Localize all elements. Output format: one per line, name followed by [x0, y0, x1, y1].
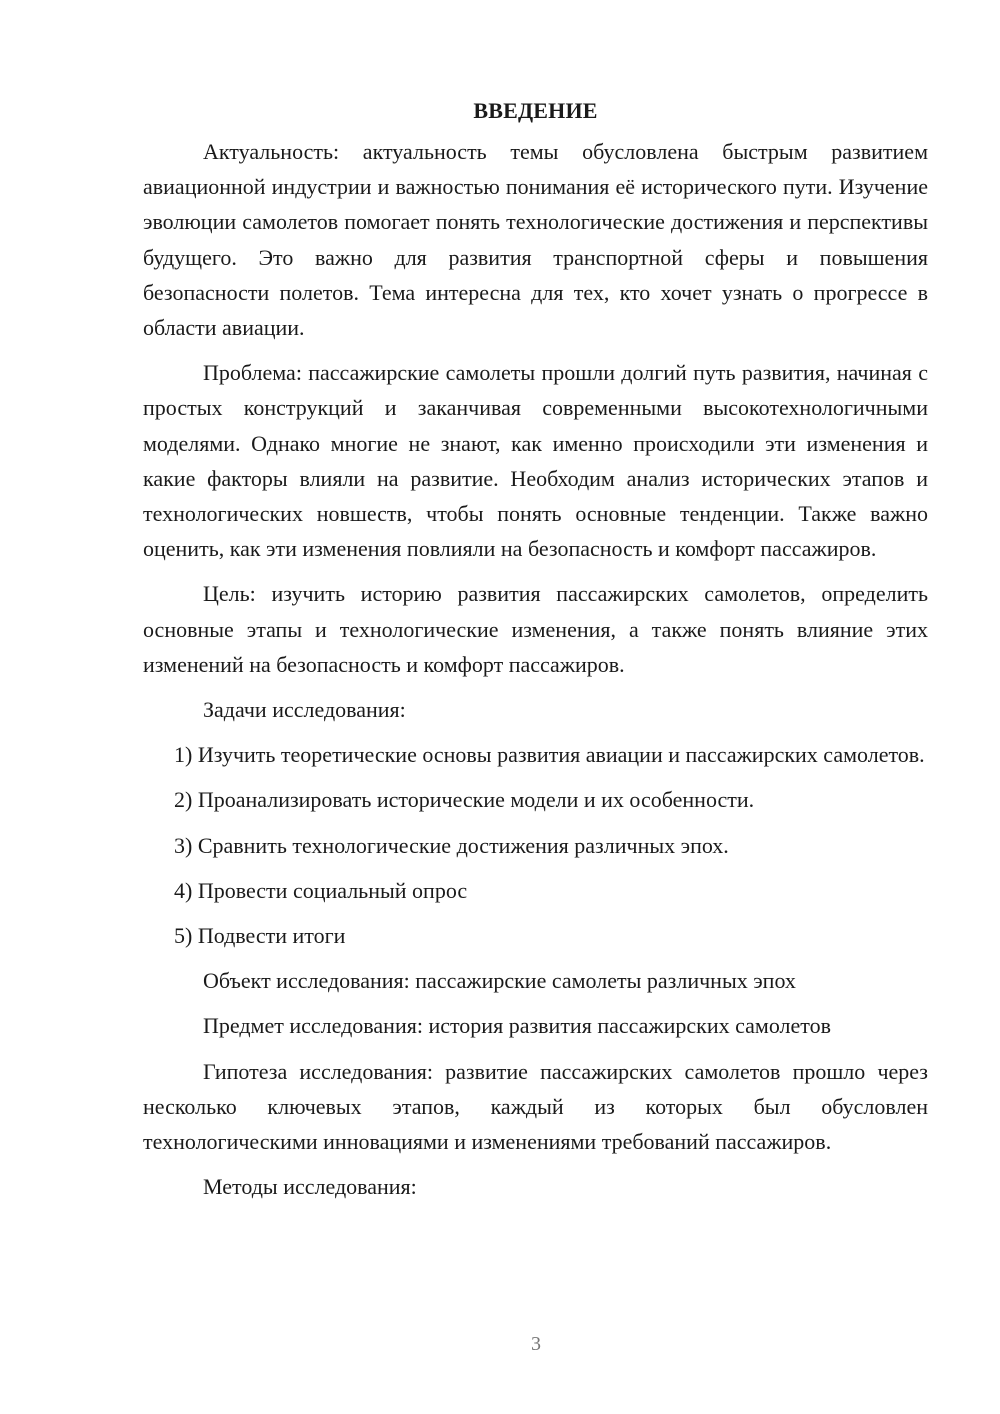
- task-item-3: 3) Сравнить технологические достижения различных эпох.: [174, 832, 729, 858]
- goal-paragraph: Цель: изучить историю развития пассажирских самолетов, определить основные этапы и технологические изменения, а также понять влияние этих изменений на безопасность и комфорт пассажиров.: [143, 581, 928, 677]
- task-item-1: 1) Изучить теоретические основы развития авиации и пассажирских самолетов.: [174, 742, 925, 768]
- task-item-4: 4) Провести социальный опрос: [174, 877, 468, 903]
- tasks-heading: Задачи исследования:: [203, 697, 406, 723]
- hypothesis-paragraph: Гипотеза исследования: развитие пассажирских самолетов прошло через несколько ключевых этапов, каждый из которых был обусловлен технологическими инновациями и изменениями требований пассажиров.: [143, 1058, 928, 1155]
- methods-paragraph: Методы исследования:: [203, 1174, 417, 1200]
- page-body: [143, 93, 928, 1214]
- relevance-paragraph: Актуальность: актуальность темы обусловлена быстрым развитием авиационной индустрии и важностью понимания её исторического пути. Изучение эволюции самолетов помогает понять технологические достижения и перспективы будущего. Это важно для развития транспортной сферы и повышения безопасности полетов. Тема интересна для тех, кто хочет узнать о прогрессе в области авиации.: [143, 139, 928, 341]
- object-paragraph: Объект исследования: пассажирские самолеты различных эпох: [203, 968, 796, 994]
- problem-paragraph: Проблема: пассажирские самолеты прошли долгий путь развития, начиная с простых конструкций и заканчивая современными высокотехнологичными моделями. Однако многие не знают, как именно происходили эти изменения и какие факторы влияли на развитие. Необходим анализ исторических этапов и технологических новшеств, чтобы понять основные тенденции. Также важно оценить, как эти изменения повлияли на безопасность и комфорт пассажиров.: [143, 360, 928, 562]
- section-heading: ВВЕДЕНИЕ: [473, 98, 598, 123]
- page-number: 3: [531, 1333, 541, 1355]
- task-item-2: 2) Проанализировать исторические модели и их особенности.: [174, 787, 755, 813]
- task-item-5: 5) Подвести итоги: [174, 923, 346, 949]
- subject-paragraph: Предмет исследования: история развития пассажирских самолетов: [203, 1013, 832, 1039]
